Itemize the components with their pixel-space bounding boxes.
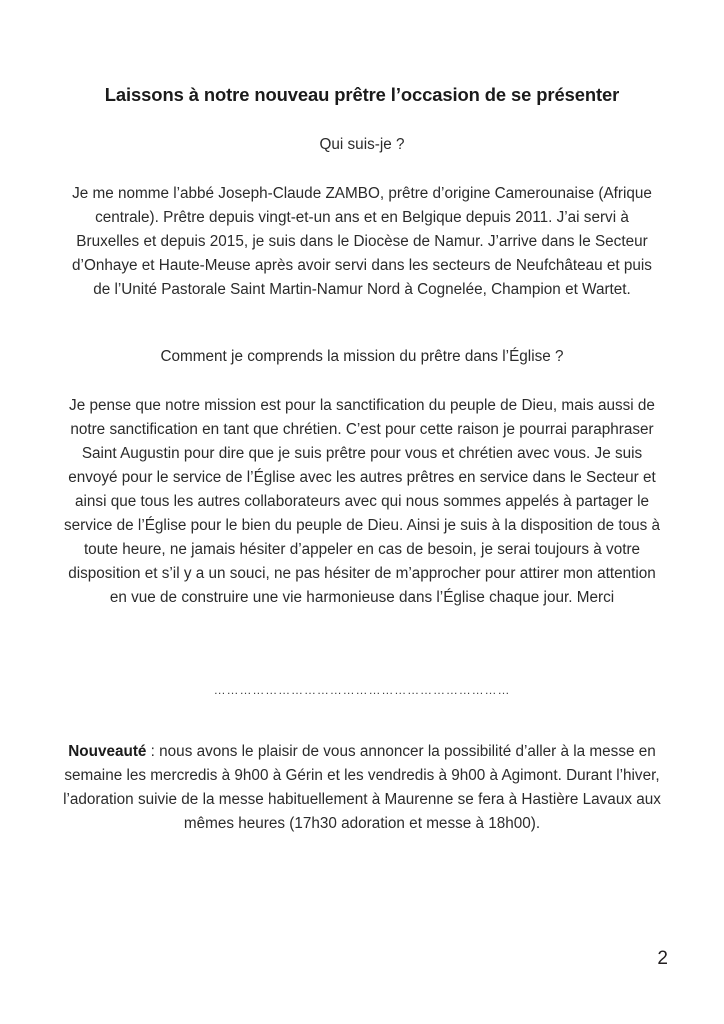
section-heading-mission-pretre: Comment je comprends la mission du prêtre dans l’Église ?	[160, 348, 564, 365]
notice-lead-label: Nouveauté	[68, 743, 147, 760]
dotted-divider: ……………………………………………………………	[213, 683, 511, 697]
page-title: Laissons à notre nouveau prêtre l’occasion de se présenter	[104, 84, 620, 106]
section-heading-qui-suis-je: Qui suis-je ?	[319, 136, 405, 153]
page-number: 2	[657, 948, 668, 969]
section-body-qui-suis-je: Je me nomme l’abbé Joseph-Claude ZAMBO, prêtre d’origine Camerounaise (Afrique centrale). Prêtre depuis vingt-et-un ans et en Belgique depuis 2011. J’ai servi à Bruxelles et depuis 2015, je suis dans le Diocèse de Namur. J’arrive dans le Secteur d’Onhaye et Haute-Meuse après avoir servi dans les secteurs de Neufchâteau et puis de l’Unité Pastorale Saint Martin-Namur Nord à Cognelée, Champion et Wartet.	[72, 185, 652, 298]
section-body-mission-pretre: Je pense que notre mission est pour la sanctification du peuple de Dieu, mais aussi de notre sanctification en tant que chrétien. C’est pour cette raison je pourrai paraphraser Saint Augustin pour dire que je suis prêtre pour vous et chrétien avec vous. Je suis envoyé pour le service de l’Église avec les autres prêtres en service dans le Secteur et ainsi que tous les autres collaborateurs avec qui nous sommes appelés à partager le service de l’Église pour le bien du peuple de Dieu. Ainsi je suis à la disposition de tous à toute heure, ne jamais hésiter d’appeler en cas de besoin, je serai toujours à votre disposition et s’il y a un souci, ne pas hésiter de m’approcher pour attirer mon attention en vue de construire une vie harmonieuse dans l’Église chaque jour. Merci	[63, 397, 661, 606]
notice-body-text: : nous avons le plaisir de vous annoncer la possibilité d’aller à la messe en semaine les mercredis à 9h00 à Gérin et les vendredis à 9h00 à Agimont. Durant l’hiver, l’adoration suivie de la messe habituellement à Maurenne se fera à Hastière Lavaux aux mêmes heures (17h30 adoration et messe à 18h00).	[63, 743, 661, 832]
notice-nouveaute	[48, 740, 676, 836]
